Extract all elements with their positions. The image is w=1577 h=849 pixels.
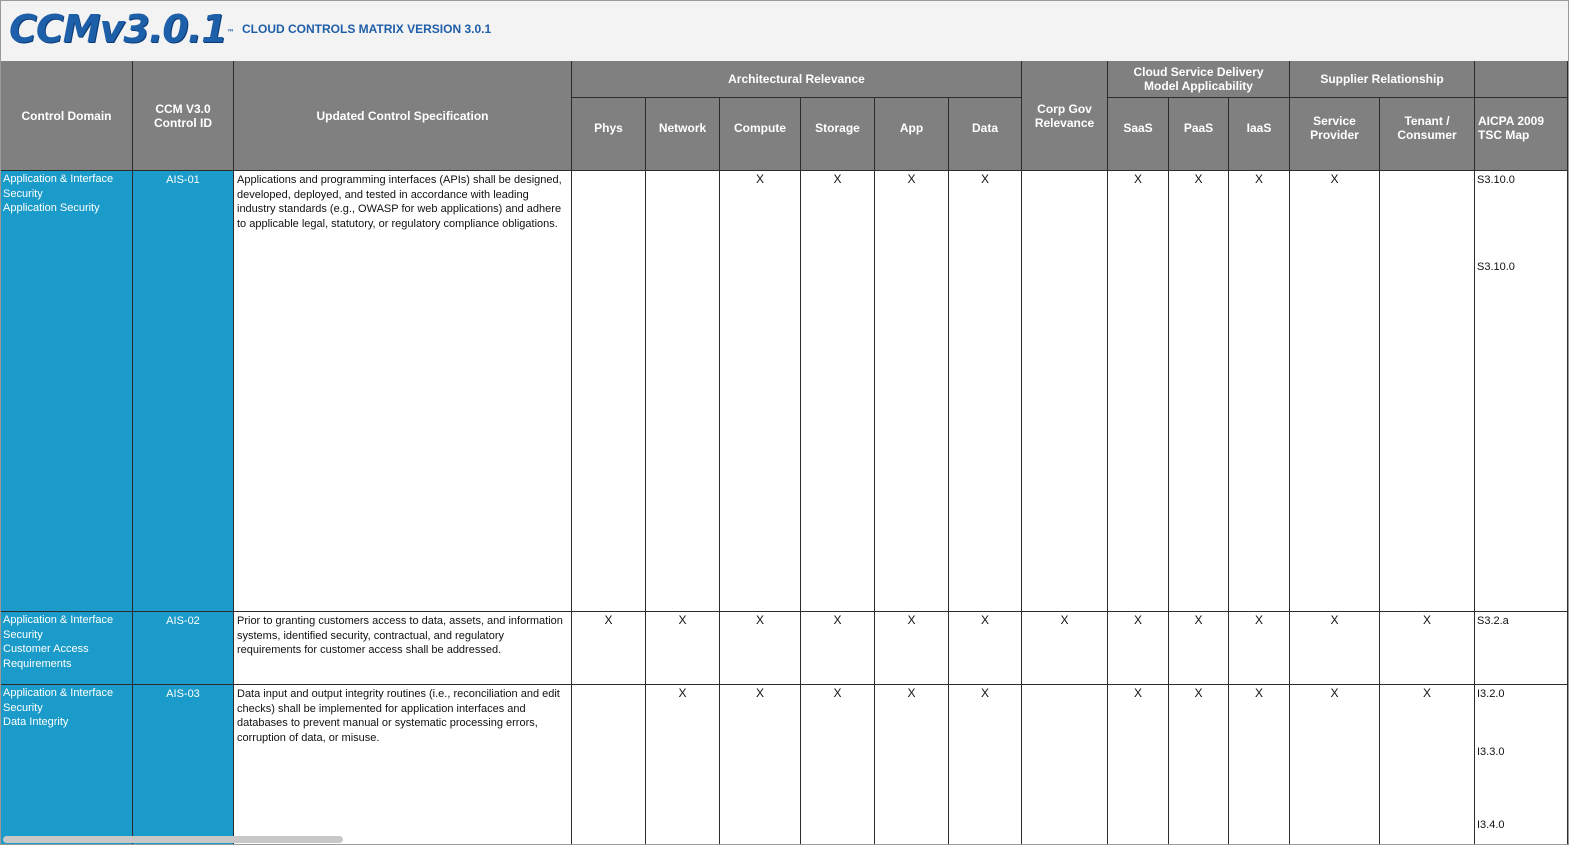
tsc-reference: S3.2.a xyxy=(1477,615,1509,627)
control-spec-cell: Prior to granting customers access to data, assets, and information systems, identified security, contractual, and regulatory requirements for customer access shall be addressed. xyxy=(234,612,572,685)
applicability-cell xyxy=(949,612,1022,685)
applicability-mark: X xyxy=(755,172,764,186)
applicability-cell xyxy=(1380,612,1475,685)
aicpa-tsc-cell xyxy=(1475,171,1568,612)
header-architectural-relevance: Architectural Relevance xyxy=(572,61,1022,98)
aicpa-tsc-cell xyxy=(1475,612,1568,685)
header-data: Data xyxy=(949,98,1022,157)
header-network: Network xyxy=(646,98,720,157)
applicability-cell xyxy=(720,685,801,845)
applicability-mark: X xyxy=(833,172,842,186)
applicability-mark: X xyxy=(1060,613,1069,627)
applicability-mark: X xyxy=(1194,613,1203,627)
control-spec-cell: Applications and programming interfaces (APIs) shall be designed, developed, deployed, and tested in accordance with leading industry standards (e.g., OWASP for web applications) and adhere to applicable legal, statutory, or regulatory compliance obligations. xyxy=(234,171,572,612)
tsc-reference: S3.10.0 xyxy=(1477,261,1515,273)
applicability-cell xyxy=(949,171,1022,612)
logo-text: CCMv3.0.1 xyxy=(9,7,227,51)
applicability-mark: X xyxy=(1422,686,1431,700)
control-id-cell: AIS-01 xyxy=(133,171,234,612)
header-strip xyxy=(720,157,801,171)
applicability-cell xyxy=(801,171,875,612)
tsc-reference: I3.4.0 xyxy=(1477,819,1505,831)
applicability-mark: X xyxy=(755,686,764,700)
header-strip xyxy=(572,157,646,171)
applicability-cell xyxy=(572,171,646,612)
horizontal-scrollbar[interactable] xyxy=(3,836,343,843)
applicability-cell xyxy=(1380,685,1475,845)
applicability-cell xyxy=(720,171,801,612)
applicability-mark: X xyxy=(980,686,989,700)
aicpa-tsc-cell xyxy=(1475,685,1568,845)
header-storage: Storage xyxy=(801,98,875,157)
header-strip xyxy=(1229,157,1290,171)
header-control-domain: Control Domain xyxy=(1,61,133,171)
applicability-cell xyxy=(1022,171,1108,612)
applicability-cell xyxy=(1108,171,1169,612)
applicability-cell xyxy=(1290,685,1380,845)
applicability-cell xyxy=(1290,171,1380,612)
applicability-cell xyxy=(949,685,1022,845)
applicability-cell xyxy=(875,685,949,845)
applicability-cell xyxy=(1229,171,1290,612)
header-phys: Phys xyxy=(572,98,646,157)
header-service-provider: Service Provider xyxy=(1290,98,1380,157)
header-supplier-relationship: Supplier Relationship xyxy=(1290,61,1475,98)
applicability-cell xyxy=(1380,171,1475,612)
control-id-cell: AIS-03 xyxy=(133,685,234,845)
header-strip xyxy=(1169,157,1229,171)
control-domain-cell: Application & Interface Security Customer Access Requirements xyxy=(1,612,133,685)
title-banner xyxy=(1,1,1568,62)
ccm-logo xyxy=(9,7,234,51)
applicability-cell xyxy=(572,612,646,685)
applicability-mark: X xyxy=(755,613,764,627)
header-strip xyxy=(801,157,875,171)
applicability-mark: X xyxy=(833,613,842,627)
applicability-cell xyxy=(1290,612,1380,685)
header-tenant-consumer: Tenant / Consumer xyxy=(1380,98,1475,157)
applicability-cell xyxy=(801,685,875,845)
tsc-reference: I3.3.0 xyxy=(1477,746,1505,758)
matrix-title: CLOUD CONTROLS MATRIX VERSION 3.0.1 xyxy=(242,22,492,36)
applicability-mark: X xyxy=(678,686,687,700)
applicability-cell xyxy=(801,612,875,685)
tsc-reference: S3.10.0 xyxy=(1477,174,1515,186)
applicability-cell xyxy=(1169,612,1229,685)
applicability-cell xyxy=(572,685,646,845)
header-strip xyxy=(1290,157,1380,171)
control-domain-cell: Application & Interface Security Data Integrity xyxy=(1,685,133,845)
control-domain-cell: Application & Interface Security Application Security xyxy=(1,171,133,612)
header-blank xyxy=(1475,61,1568,98)
header-control-id: CCM V3.0 Control ID xyxy=(133,61,234,171)
header-delivery-model: Cloud Service Delivery Model Applicability xyxy=(1108,61,1290,98)
header-strip xyxy=(1475,157,1568,171)
applicability-mark: X xyxy=(604,613,613,627)
control-spec-cell: Data input and output integrity routines (i.e., reconciliation and edit checks) shall be implemented for application interfaces and databases to prevent manual or systematic processing errors, corruption of data, or misuse. xyxy=(234,685,572,845)
applicability-cell xyxy=(1229,685,1290,845)
applicability-mark: X xyxy=(1330,686,1339,700)
applicability-cell xyxy=(1169,171,1229,612)
applicability-mark: X xyxy=(1254,613,1263,627)
applicability-mark: X xyxy=(907,613,916,627)
header-paas: PaaS xyxy=(1169,98,1229,157)
applicability-mark: X xyxy=(1254,686,1263,700)
applicability-cell xyxy=(1108,685,1169,845)
applicability-mark: X xyxy=(833,686,842,700)
applicability-mark: X xyxy=(678,613,687,627)
applicability-cell xyxy=(646,171,720,612)
applicability-mark: X xyxy=(980,172,989,186)
applicability-cell xyxy=(646,685,720,845)
applicability-mark: X xyxy=(1194,686,1203,700)
header-strip xyxy=(1380,157,1475,171)
header-app: App xyxy=(875,98,949,157)
applicability-mark: X xyxy=(1330,172,1339,186)
header-iaas: IaaS xyxy=(1229,98,1290,157)
header-strip xyxy=(949,157,1022,171)
applicability-mark: X xyxy=(1422,613,1431,627)
applicability-mark: X xyxy=(907,686,916,700)
applicability-cell xyxy=(646,612,720,685)
header-strip xyxy=(646,157,720,171)
applicability-mark: X xyxy=(980,613,989,627)
controls-matrix-grid xyxy=(1,61,1568,844)
applicability-mark: X xyxy=(1194,172,1203,186)
header-strip xyxy=(1108,157,1169,171)
applicability-mark: X xyxy=(1133,172,1142,186)
header-control-spec: Updated Control Specification xyxy=(234,61,572,171)
applicability-cell xyxy=(1022,685,1108,845)
applicability-cell xyxy=(875,612,949,685)
applicability-mark: X xyxy=(1330,613,1339,627)
applicability-cell xyxy=(875,171,949,612)
header-saas: SaaS xyxy=(1108,98,1169,157)
applicability-cell xyxy=(1169,685,1229,845)
control-id-cell: AIS-02 xyxy=(133,612,234,685)
header-aicpa-tsc: AICPA 2009 TSC Map xyxy=(1475,98,1568,157)
applicability-cell xyxy=(1022,612,1108,685)
header-compute: Compute xyxy=(720,98,801,157)
applicability-mark: X xyxy=(1133,613,1142,627)
logo-trademark: ™ xyxy=(226,28,234,37)
header-corp-gov: Corp Gov Relevance xyxy=(1022,61,1108,171)
header-strip xyxy=(875,157,949,171)
applicability-cell xyxy=(1229,612,1290,685)
applicability-mark: X xyxy=(1133,686,1142,700)
applicability-mark: X xyxy=(907,172,916,186)
tsc-reference: I3.2.0 xyxy=(1477,688,1505,700)
applicability-mark: X xyxy=(1254,172,1263,186)
applicability-cell xyxy=(1108,612,1169,685)
applicability-cell xyxy=(720,612,801,685)
